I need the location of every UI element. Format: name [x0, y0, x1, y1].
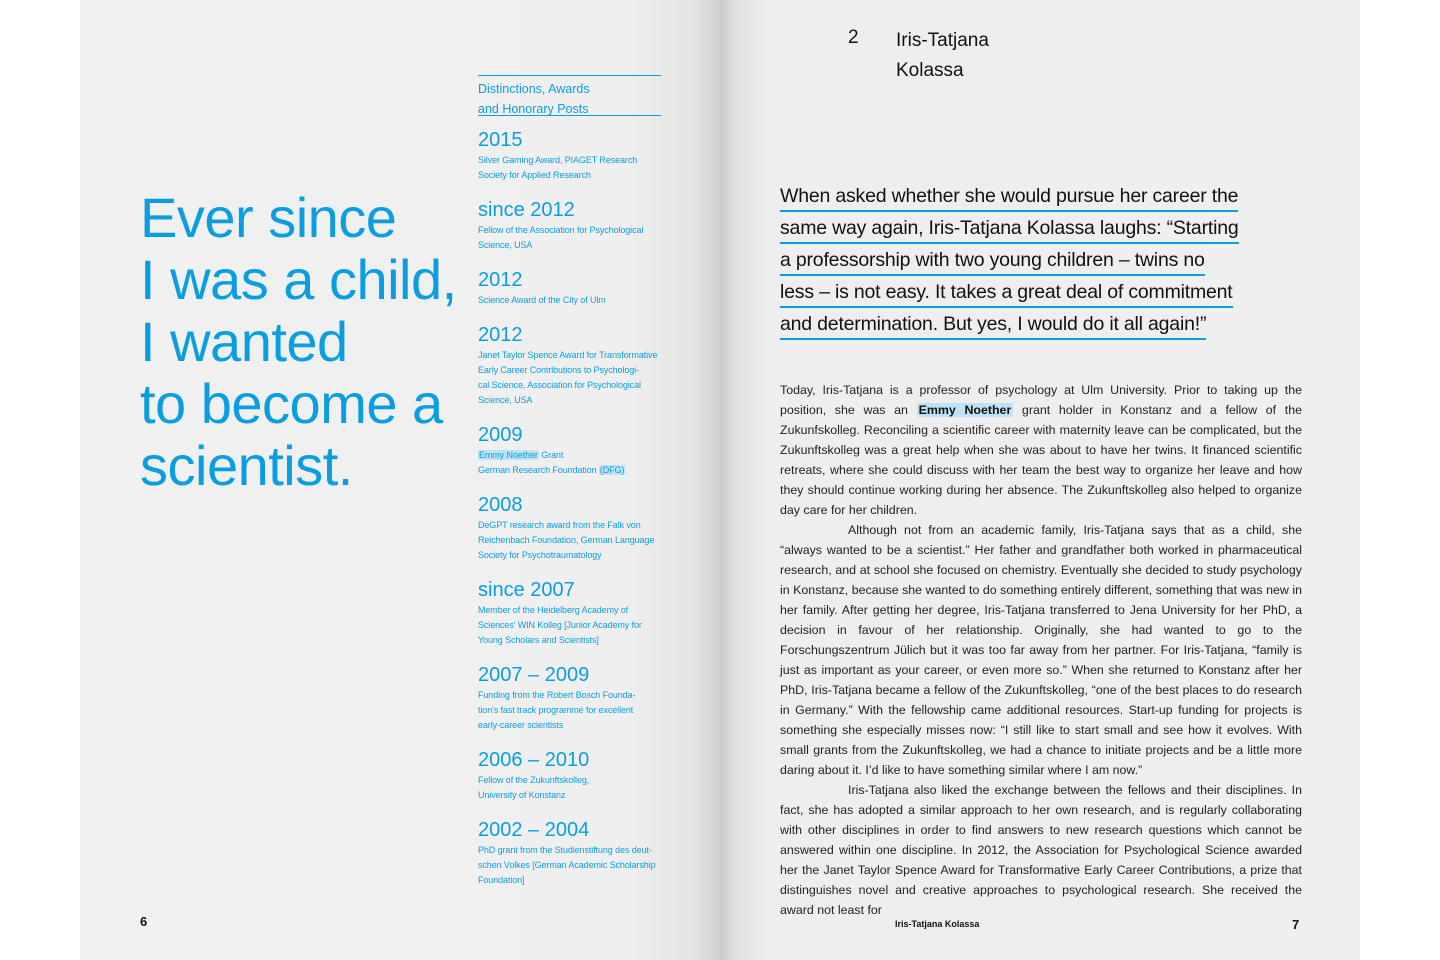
paragraph: Iris-Tatjana also liked the exchange between the fellows and their disciplines. In fact, she has adopted a similar approach to her own research, and is regularly collaborating with other disciplines in order to find answers to new research questions which cannot be answered within one discipline. In 2012, the Association for Psychological Science awarded her the Janet Taylor Spence Award for Transformative Early Career Contributions, a prize that distinguishes novel and creative approaches to psychological research. She received the award not least for	[780, 783, 1302, 917]
award-year: 2006 – 2010	[478, 749, 590, 771]
chapter-title-line: Iris-Tatjana	[896, 30, 989, 51]
award-description-line: schen Volkes [German Academic Scholarship	[478, 860, 656, 870]
award-item	[478, 423, 661, 478]
pull-quote-line: less – is not easy. It takes a great deal of commitment	[780, 280, 1233, 308]
big-quote-line: to become a	[140, 372, 443, 435]
left-page	[80, 0, 720, 960]
award-description	[478, 153, 661, 183]
book-spread	[80, 0, 1360, 960]
award-description-line: Fellow of the Association for Psychological	[478, 225, 644, 235]
pull-quote-line: a professorship with two young children – twins no	[780, 248, 1205, 276]
award-description-line: Society for Psychotraumatology	[478, 550, 602, 560]
award-description-line	[478, 463, 661, 478]
award-description	[478, 293, 661, 308]
big-quote-line: scientist.	[140, 434, 353, 497]
award-year: 2012	[478, 269, 523, 291]
pull-quote-line: same way again, Iris-Tatjana Kolassa laughs: “Starting	[780, 216, 1239, 244]
awards-list	[478, 75, 661, 885]
award-description-line: Foundation]	[478, 875, 525, 885]
award-item	[478, 663, 661, 733]
award-year: 2009	[478, 424, 523, 446]
pull-quote-line: and determination. But yes, I would do it all again!”	[780, 312, 1206, 340]
right-page	[720, 0, 1360, 960]
award-year: 2007 – 2009	[478, 664, 590, 686]
award-description	[478, 773, 661, 803]
big-quote-line: I wanted	[140, 310, 348, 373]
award-item	[478, 578, 661, 648]
award-description-line: Science Award of the City of Ulm	[478, 295, 606, 305]
award-year: 2015	[478, 129, 523, 151]
highlighted-text: (DFG)	[599, 465, 625, 475]
award-item	[478, 128, 661, 183]
award-description-text: Grant	[538, 450, 564, 460]
award-description	[478, 348, 661, 408]
award-description-text: German Research Foundation	[478, 465, 599, 475]
awards-heading-line: Distinctions, Awards	[478, 82, 590, 96]
paragraph-text: grant holder in Konstanz and a fellow of the Zukunfskolleg. Reconciling a scientific career with maternity leave can be complicated, but the Zukunftskolleg was a great help when she was about to have her twins. It financed scientific retreats, where she could discuss with her team the best way to organize her leave and how they should continue working during her absence. The Zukunftskolleg also helped to organize day care for her children.	[780, 403, 1302, 517]
award-description	[478, 603, 661, 648]
award-item	[478, 268, 661, 308]
paragraph: Although not from an academic family, Iris-Tatjana says that as a child, she “always wanted to be a scientist.” Her father and grandfather both worked in pharmaceutical research, and at school she focused on chemistry. Eventually she decided to study psychology in Konstanz, because she wanted to do something entirely different, something that was new in her family. After getting her degree, Iris-Tatjana transferred to Jena University for her PhD, a decision in favour of her relationship. Originally, she had wanted to go to the Forschungszentrum Jülich but it was too far away from her partner. For Iris-Tatjana, “family is just as important as your career, or even more so.” When she returned to Konstanz after her PhD, Iris-Tatjana became a fellow of the Zukunftskolleg, “one of the best places to do research in Germany.” With the fellowship came additional resources. Start-up funding for projects is something she especially misses now: “I still like to start small and see how it evolves. With small grants from the Zukunftskolleg, we had a chance to initiate projects and be a little more daring about it. I’d like to have something similar where I am now.”	[780, 523, 1302, 777]
paragraph	[780, 380, 1302, 520]
award-description-line: Silver Gaming Award, PIAGET Research	[478, 155, 638, 165]
page-number: 7	[1292, 917, 1300, 932]
award-description-line: tion's fast track programme for excellent	[478, 705, 634, 715]
award-description-line: Funding from the Robert Bosch Founda-	[478, 690, 636, 700]
award-description-line: Fellow of the Zukunftskolleg,	[478, 775, 590, 785]
award-description-line: Young Scholars and Scientists]	[478, 635, 599, 645]
awards-heading	[478, 75, 661, 116]
award-description-line: University of Konstanz	[478, 790, 566, 800]
article-body	[780, 380, 1302, 920]
chapter-title	[896, 26, 989, 86]
award-description	[478, 223, 661, 253]
award-item	[478, 323, 661, 408]
award-year: 2008	[478, 494, 523, 516]
award-item	[478, 748, 661, 803]
paragraph-text: Today, Iris-Tatjana is a professor of psychology at Ulm University. Prior to taking up the position, she was an	[780, 383, 1302, 417]
award-item	[478, 198, 661, 253]
running-head: Iris-Tatjana Kolassa	[895, 919, 980, 929]
award-year: since 2007	[478, 579, 575, 601]
award-description	[478, 688, 661, 733]
award-year: 2012	[478, 324, 523, 346]
pull-quote-line: When asked whether she would pursue her career the	[780, 184, 1238, 212]
award-description-line: DeGPT research award from the Falk von	[478, 520, 641, 530]
award-description-line: Janet Taylor Spence Award for Transformative	[478, 350, 658, 360]
award-description	[478, 518, 661, 563]
award-item	[478, 818, 661, 888]
big-quote-line: Ever since	[140, 186, 397, 249]
awards-heading-line: and Honorary Posts	[478, 102, 589, 116]
big-quote	[140, 187, 480, 497]
pull-quote	[780, 184, 1300, 344]
highlighted-text: Emmy Noether	[918, 403, 1012, 417]
award-description-line: Sciences' WIN Kolleg [Junior Academy for	[478, 620, 642, 630]
award-description-line: cal Science, Association for Psychological	[478, 380, 641, 390]
page-number: 6	[140, 914, 148, 929]
award-description	[478, 843, 661, 888]
highlighted-text: Emmy Noether	[479, 450, 538, 460]
award-description-line: Reichenbach Foundation, German Language	[478, 535, 655, 545]
award-description	[478, 448, 661, 478]
award-description-line: Society for Applied Research	[478, 170, 591, 180]
big-quote-line: I was a child,	[140, 248, 457, 311]
award-description-line: PhD grant from the Studienstiftung des deut-	[478, 845, 652, 855]
award-item	[478, 493, 661, 563]
chapter-title-line: Kolassa	[896, 60, 964, 81]
chapter-number: 2	[848, 27, 859, 48]
award-description-line: early-career scientists	[478, 720, 564, 730]
award-description-line: Science, USA	[478, 395, 533, 405]
award-description-line: Science, USA	[478, 240, 533, 250]
award-year: since 2012	[478, 199, 575, 221]
award-description-line: Early Career Contributions to Psychologi-	[478, 365, 639, 375]
award-description-line: Member of the Heidelberg Academy of	[478, 605, 629, 615]
award-year: 2002 – 2004	[478, 819, 590, 841]
award-description-line	[478, 448, 661, 463]
